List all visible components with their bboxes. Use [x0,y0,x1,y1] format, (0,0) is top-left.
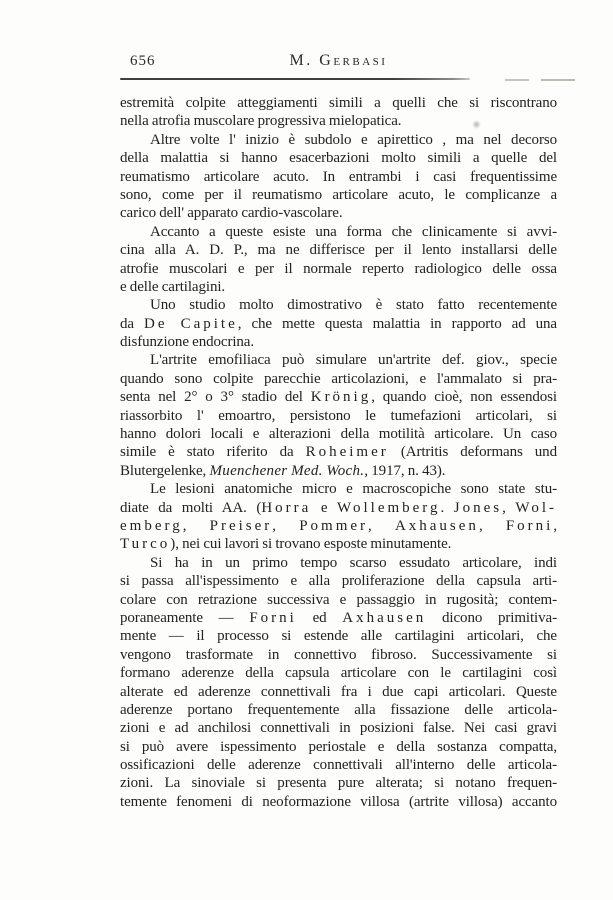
text-line [120,738,557,756]
plain-text: , quando cioè, non essendosi [371,389,557,406]
plain-text: simile è stato riferito da [120,444,306,461]
text-line [120,370,557,388]
text-line [120,774,557,792]
text-line [120,793,557,811]
plain-text: disfunzione endocrina. [120,334,255,351]
text-line [120,627,557,645]
text-line [120,112,557,130]
plain-text: da [120,315,144,332]
text-line [120,278,557,296]
text-line [120,517,557,535]
plain-text: . [440,499,454,516]
plain-text: Si ha in un primo tempo scarso essudato articolare, indi [150,554,557,571]
text-line [120,443,557,461]
letterspaced-name: Forni [249,609,297,626]
text-line [120,315,557,333]
plain-text: zioni e ad anchilosi connettivali in posizioni false. Nei casi gravi [120,720,557,737]
letterspaced-name: Wol- [515,499,557,516]
plain-text: , [272,517,300,534]
text-line [120,168,557,186]
plain-text: carico dell' apparato cardio-vascolare. [120,205,343,222]
letterspaced-name: Roheimer [305,444,389,461]
plain-text: nella atrofia muscolare progressiva mielopatica. [120,113,402,130]
plain-text: formano aderenze della capsula articolare con le cartilagini così [120,665,557,682]
text-line [120,480,557,498]
text-line [120,131,557,149]
text-line [120,535,557,553]
plain-text: Altre volte l' inizio è subdolo e apirettico , ma nel decorso [150,131,557,148]
plain-text: riassorbito l' emoartro, persistono le tumefazioni articolari, si [120,407,557,424]
text-line [120,664,557,682]
text-line [120,333,557,351]
plain-text: ), nei cui lavori si trovano esposte minutamente. [170,536,452,553]
letterspaced-name: Axhausen [394,517,479,534]
plain-text: senta nel 2° o 3° stadio del [120,389,311,406]
plain-text: Blutergelenke, [120,462,210,479]
text-line [120,388,557,406]
plain-text: , [478,517,506,534]
plain-text: si passa all'ispessimento e alla proliferazione della capsula arti- [120,573,557,590]
plain-text: , [182,517,210,534]
text-line [120,572,557,590]
text-line [120,186,557,204]
text-line [120,296,557,314]
header-rule-faded-segment [505,79,529,81]
letterspaced-name: Forni [505,517,554,534]
letterspaced-name: Pommer [299,517,369,534]
plain-text: quando sono colpite parecchie articolazioni, e l'ammalato si pra- [120,370,557,387]
plain-text: estremità colpite atteggiamenti simili a quelli che si riscontrano [120,95,557,111]
running-title: M. Gerbasi [289,52,388,69]
plain-text: mente — il processo si estende alle cartilagini articolari, che [120,628,557,645]
text-line [120,149,557,167]
letterspaced-name: Turco [120,536,171,553]
plain-text: Le lesioni anatomiche micro e macroscopiche sono state stu- [150,481,557,498]
plain-text: e [311,499,338,516]
text-line [120,646,557,664]
plain-text: (Artritis deformans und [388,444,557,461]
plain-text: Accanto a queste esiste una forma che clinicamente si avvi- [150,223,557,240]
text-line [120,462,557,480]
plain-text: colare con retrazione successiva e passaggio in rugosità; contem- [120,591,557,608]
text-line [120,591,557,609]
plain-text: sono, come per il reumatismo articolare acuto, le complicanze a [120,186,557,203]
plain-text: diate da molti AA. ( [120,499,262,516]
letterspaced-name: Horra [261,499,312,516]
letterspaced-name: emberg [120,517,183,534]
text-line [120,683,557,701]
letterspaced-name: Axhausen [342,609,427,626]
plain-text: dicono primitiva- [426,609,557,626]
plain-text: aderenze portano frequentemente alla fissazione delle articola- [120,701,557,718]
plain-text: ossificazioni delle aderenze connettivali all'interno delle articola- [120,757,557,774]
plain-text: e delle cartilagini. [120,278,226,295]
page-number: 656 [130,53,156,69]
plain-text: alterate ed aderenze connettivali fra i due capi articolari. Queste [120,683,557,700]
plain-text: si può avere ispessimento periostale e della sostanza compatta, [120,738,557,755]
text-line [120,756,557,774]
plain-text: , [368,517,395,534]
plain-text: L'artrite emofiliaca può simulare un'artrite def. giov., specie [150,352,557,369]
text-line [120,499,557,517]
header-rule-faded-segment [541,79,575,81]
text-line [120,241,557,259]
letterspaced-name: Krönig [310,389,372,406]
text-line [120,204,557,222]
plain-text: poraneamente — [120,609,250,626]
text-line [120,719,557,737]
plain-text: , [502,499,516,516]
text-line [120,407,557,425]
italic-citation: Muenchener Med. Woch. [209,462,365,479]
text-line [120,351,557,369]
letterspaced-name: Jones [453,499,503,516]
header-rule [120,78,470,80]
letterspaced-name: Wollemberg [337,499,441,516]
plain-text: , che mette questa malattia in rapporto ad una [237,315,557,332]
body-text [120,94,557,811]
letterspaced-name: Preiser [209,517,273,534]
plain-text: hanno dolori locali e alterazioni della motilità articolare. Un caso [120,426,557,443]
text-line [120,425,557,443]
text-line [120,554,557,572]
text-line [120,260,557,278]
plain-text: reumatismo articolare acuto. In entrambi i casi frequentissime [120,168,557,185]
plain-text: atrofie muscolari e per il normale reperto radiologico delle ossa [120,260,557,277]
plain-text: zioni. La sinoviale si presenta pure alterata; si notano frequen- [120,775,557,792]
plain-text: ed [296,609,343,626]
plain-text: temente fenomeni di neoformazione villosa (artrite villosa) accanto [120,793,557,810]
plain-text: , 1917, n. 43). [364,462,446,479]
text-line [120,223,557,241]
plain-text: Uno studio molto dimostrativo è stato fatto recentemente [150,297,557,314]
text-line [120,701,557,719]
letterspaced-name: De Capite [143,315,238,332]
plain-text: , [553,517,557,534]
text-line [120,609,557,627]
plain-text: della malattia si hanno esacerbazioni molto simili a quelle del [120,150,557,167]
plain-text: vengono trasformate in connettivo fibroso. Successivamente si [120,646,557,663]
plain-text: cina alla A. D. P., ma ne differisce per il lento installarsi delle [120,242,557,259]
text-line [120,94,557,112]
